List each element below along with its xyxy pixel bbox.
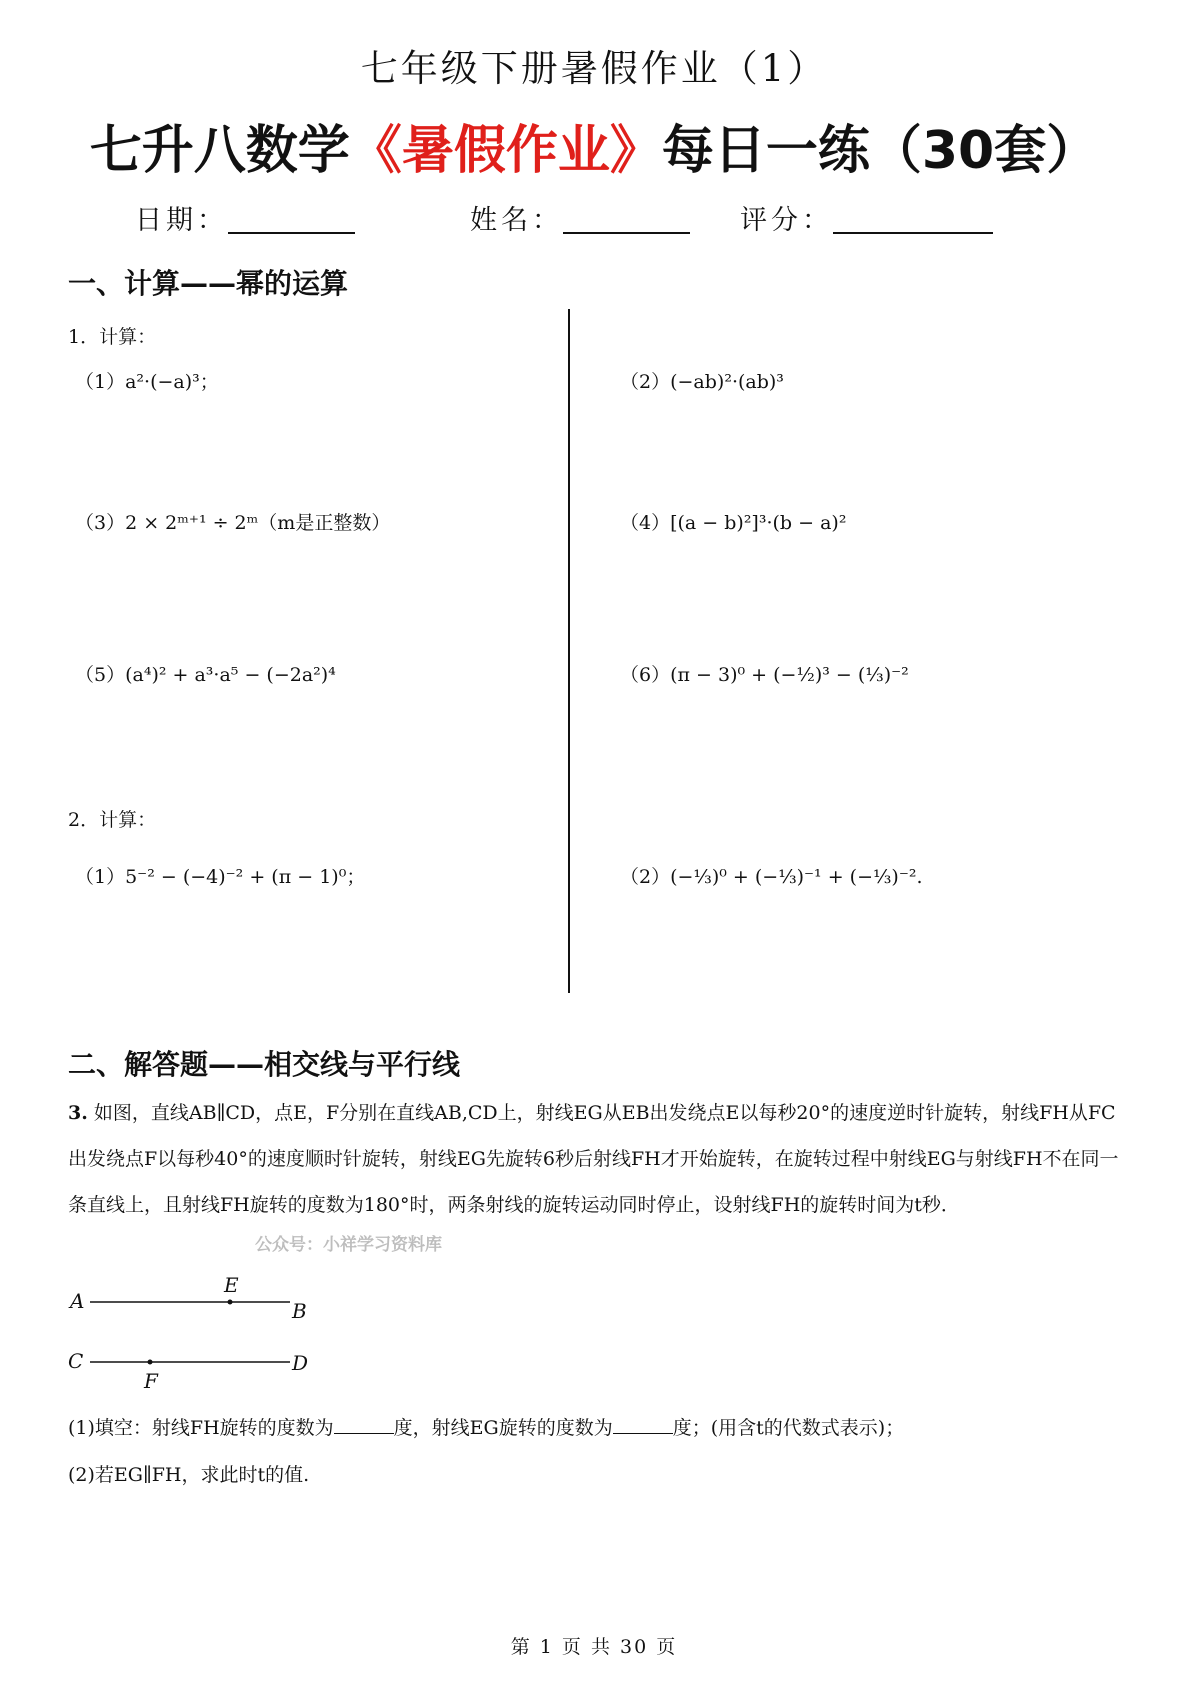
q1-item-6: （6）(π − 3)⁰ + (−½)³ − (⅓)⁻²: [620, 664, 909, 686]
label-f: F: [144, 1369, 158, 1393]
q1-item-5: （5）(a⁴)² + a³·a⁵ − (−2a²)⁴: [75, 664, 336, 686]
column-divider: [568, 309, 570, 993]
label-e: E: [224, 1273, 239, 1297]
label-a: A: [70, 1289, 85, 1313]
watermark: 公众号：小祥学习资料库: [255, 1235, 442, 1255]
parallel-lines-diagram: [60, 1270, 340, 1400]
q1-label: 1．计算：: [68, 326, 157, 348]
page-title: [0, 108, 1188, 183]
name-field[interactable]: [563, 232, 690, 234]
q1-item-2: （2）(−ab)²·(ab)³: [620, 371, 784, 393]
score-label: 评分：: [740, 205, 833, 236]
label-d: D: [292, 1351, 309, 1375]
section2-heading: 二、解答题——相交线与平行线: [68, 1048, 461, 1081]
point-e: [228, 1300, 233, 1305]
page-subtitle: 七年级下册暑假作业（1）: [360, 47, 828, 90]
title-prefix: 七升八数学: [89, 121, 350, 181]
q1-item-1: （1）a²·(−a)³；: [75, 371, 219, 393]
answer-blank-eg[interactable]: [613, 1417, 673, 1434]
date-field[interactable]: [228, 232, 355, 234]
q3-sub1-part-a: (1)填空：射线FH旋转的度数为: [68, 1417, 334, 1439]
q1-item-3: （3）2 × 2ᵐ⁺¹ ÷ 2ᵐ（m是正整数）: [75, 512, 391, 534]
q3-number: 3.: [68, 1102, 88, 1124]
section1-heading: 一、计算——幂的运算: [68, 267, 349, 300]
page-number: 第 1 页 共 30 页: [510, 1636, 678, 1658]
name-label: 姓名：: [470, 205, 563, 236]
title-highlight: 《暑假作业》: [349, 121, 662, 181]
label-b: B: [292, 1299, 307, 1323]
point-f: [148, 1360, 153, 1365]
q3-sub1-part-c: 度；(用含t的代数式表示)；: [672, 1417, 905, 1439]
q3-sub1: [68, 1413, 904, 1440]
answer-blank-fh[interactable]: [334, 1417, 394, 1434]
q2-item-2: （2）(−⅓)⁰ + (−⅓)⁻¹ + (−⅓)⁻².: [620, 866, 923, 888]
q1-item-4: （4）[(a − b)²]³·(b − a)²: [620, 512, 847, 534]
label-c: C: [68, 1349, 84, 1373]
q3-sub1-part-b: 度，射线EG旋转的度数为: [393, 1417, 613, 1439]
q3-sub2: (2)若EG∥FH，求此时t的值.: [68, 1464, 310, 1486]
q2-item-1: （1）5⁻² − (−4)⁻² + (π − 1)⁰；: [75, 866, 366, 888]
q2-label: 2．计算：: [68, 809, 157, 831]
q3-text: [68, 1090, 1128, 1228]
score-field[interactable]: [833, 232, 993, 234]
q3-body: 如图，直线AB∥CD，点E，F分别在直线AB,CD上，射线EG从EB出发绕点E以每秒20°的速度逆时针旋转，射线FH从FC出发绕点F以每秒40°的速度顺时针旋转，射线EG先旋转6秒后射线FH才开始旋转，在旋转过程中射线EG与射线FH不在同一条直线上，且射线FH旋转的度数为180°时，两条射线的旋转运动同时停止，设射线FH的旋转时间为t秒．: [68, 1102, 1119, 1216]
date-label: 日期：: [135, 205, 228, 236]
title-suffix: 每日一练（30套）: [661, 121, 1099, 181]
